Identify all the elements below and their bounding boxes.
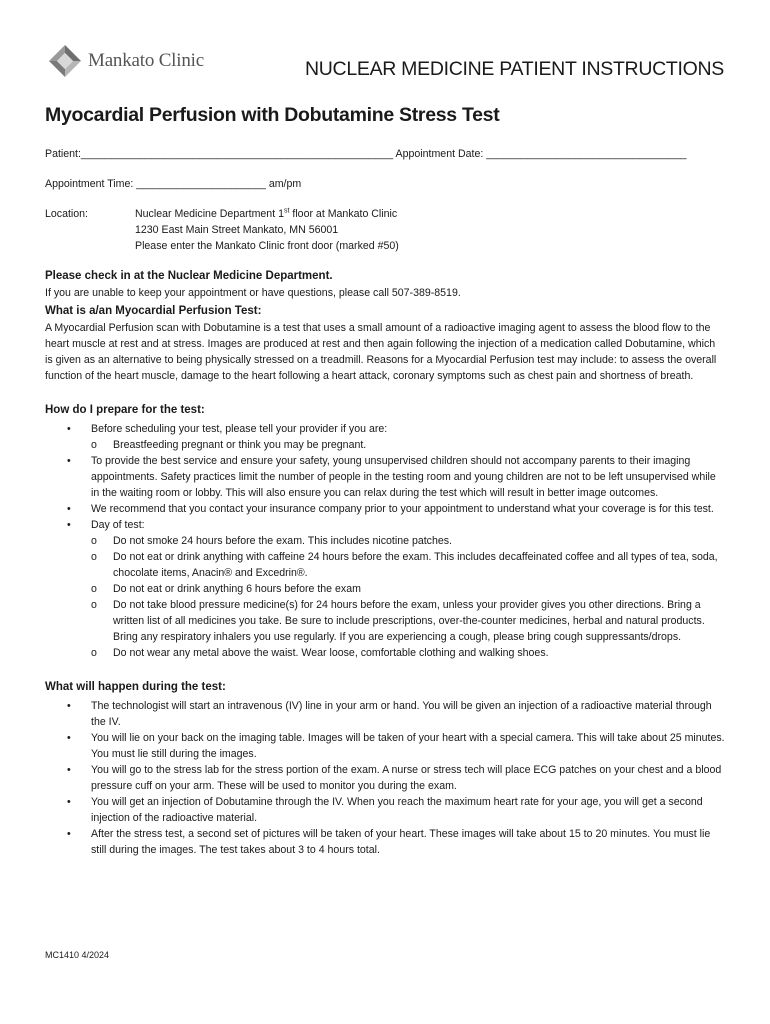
sub-bullet-icon: o <box>91 439 97 451</box>
checkin-text: If you are unable to keep your appointment or have questions, please call 507-389-8519. <box>45 287 461 299</box>
bullet-icon: • <box>67 764 71 776</box>
clinic-logo <box>48 44 204 78</box>
list-item: • Day of test: <box>67 519 145 531</box>
during-section <box>45 679 725 858</box>
bullet-icon: • <box>67 423 71 435</box>
patient-field-row: Patient:_____________________________________________________ Appointment Date: __________________________________ <box>45 148 687 160</box>
list-item: o Do not eat or drink anything with caffeine 24 hours before the exam. This includes decaffeinated coffee and all types of tea, soda, chocolate items, Anacin® and Excedrin®. <box>91 551 718 579</box>
bullet-icon: • <box>67 503 71 515</box>
mankato-clinic-logo-icon <box>48 44 82 78</box>
location-line-2: 1230 East Main Street Mankato, MN 56001 <box>135 224 339 236</box>
sub-bullet-icon: o <box>91 647 97 659</box>
list-item: • You will go to the stress lab for the stress portion of the exam. A nurse or stress tech will place ECG patches on your chest and a blood pressure cuff on your arm. These will be used to monitor you during the exam. <box>67 764 722 792</box>
location-label: Location: <box>45 208 88 220</box>
list-item: • The technologist will start an intravenous (IV) line in your arm or hand. You will be given an injection of a radioactive material through the IV. <box>67 700 712 728</box>
what-is-text: A Myocardial Perfusion scan with Dobutamine is a test that uses a small amount of a radioactive imaging agent to assess the blood flow to the heart muscle at rest and at stress. Images are produced at rest and then again following the injection of a medication called Dobutamine, which is given as an alternative to being physically stressed on a treadmill. Reasons for a Myocardial Perfusion test may include: to assess the overall function of the heart muscle, damage to the heart following a heart attack, coronary symptoms such as chest pain and shortness of breath. <box>45 322 717 382</box>
list-item: • Before scheduling your test, please tell your provider if you are: <box>67 423 388 435</box>
location-block <box>45 206 725 254</box>
list-item: o Do not eat or drink anything 6 hours before the exam <box>91 583 361 595</box>
list-item: • After the stress test, a second set of pictures will be taken of your heart. These images will take about 15 to 20 minutes. You must lie still during the images. The test takes about 3 to 4 hours total. <box>67 828 711 856</box>
document-header: NUCLEAR MEDICINE PATIENT INSTRUCTIONS <box>304 58 724 80</box>
during-list <box>45 698 725 858</box>
list-item: o Do not wear any metal above the waist. Wear loose, comfortable clothing and walking shoes. <box>91 647 549 659</box>
bullet-icon: • <box>67 732 71 744</box>
location-line-3: Please enter the Mankato Clinic front door (marked #50) <box>135 240 399 252</box>
bullet-icon: • <box>67 796 71 808</box>
list-item: o Do not smoke 24 hours before the exam. This includes nicotine patches. <box>91 535 452 547</box>
location-line-1: Nuclear Medicine Department 1st floor at Mankato Clinic <box>135 207 398 220</box>
sub-bullet-icon: o <box>91 583 97 595</box>
sub-bullet-icon: o <box>91 599 97 611</box>
appointment-time-row: Appointment Time: ______________________ am/pm <box>45 178 302 190</box>
list-item: o Breastfeeding pregnant or think you may be pregnant. <box>91 439 367 451</box>
sub-bullet-icon: o <box>91 535 97 547</box>
list-item: o Do not take blood pressure medicine(s) for 24 hours before the exam, unless your provider gives you other directions. Bring a written list of all medicines you take. Be sure to include prescriptions, over-the-counter medicines, herbal and natural products. Bring any respiratory inhalers you use regularly. If you are experiencing a cough, please bring cough suppressants/drops. <box>91 599 705 643</box>
what-is-section <box>45 303 725 384</box>
during-heading: What will happen during the test: <box>45 681 226 693</box>
bullet-icon: • <box>67 828 71 840</box>
list-item: • You will get an injection of Dobutamine through the IV. When you reach the maximum heart rate for your age, you will get a second injection of the radioactive material. <box>67 796 703 824</box>
list-item: • To provide the best service and ensure your safety, young unsupervised children should not accompany parents to their imaging appointments. Safety practices limit the number of people in the testing room and young children are not to be left unsupervised while in the waiting room or lobby. This will also ensure you can relax during the test which will result in better image outcomes. <box>67 455 716 499</box>
bullet-icon: • <box>67 700 71 712</box>
document-body <box>45 146 725 858</box>
checkin-heading: Please check in at the Nuclear Medicine Department. <box>45 270 333 282</box>
list-item: • We recommend that you contact your insurance company prior to your appointment to understand what your coverage is for this test. <box>67 503 714 515</box>
sub-bullet-icon: o <box>91 551 97 563</box>
list-item: • You will lie on your back on the imaging table. Images will be taken of your heart with a special camera. This will take about 25 minutes. You must lie still during the images. <box>67 732 725 760</box>
prepare-list <box>45 421 725 661</box>
checkin-section <box>45 268 725 301</box>
clinic-name: Mankato Clinic <box>88 50 204 71</box>
page-title: Myocardial Perfusion with Dobutamine Stress Test <box>45 104 500 126</box>
what-is-heading: What is a/an Myocardial Perfusion Test: <box>45 305 262 317</box>
prepare-heading: How do I prepare for the test: <box>45 404 205 416</box>
bullet-icon: • <box>67 455 71 467</box>
prepare-section <box>45 402 725 661</box>
document-code: MC1410 4/2024 <box>45 950 110 960</box>
bullet-icon: • <box>67 519 71 531</box>
